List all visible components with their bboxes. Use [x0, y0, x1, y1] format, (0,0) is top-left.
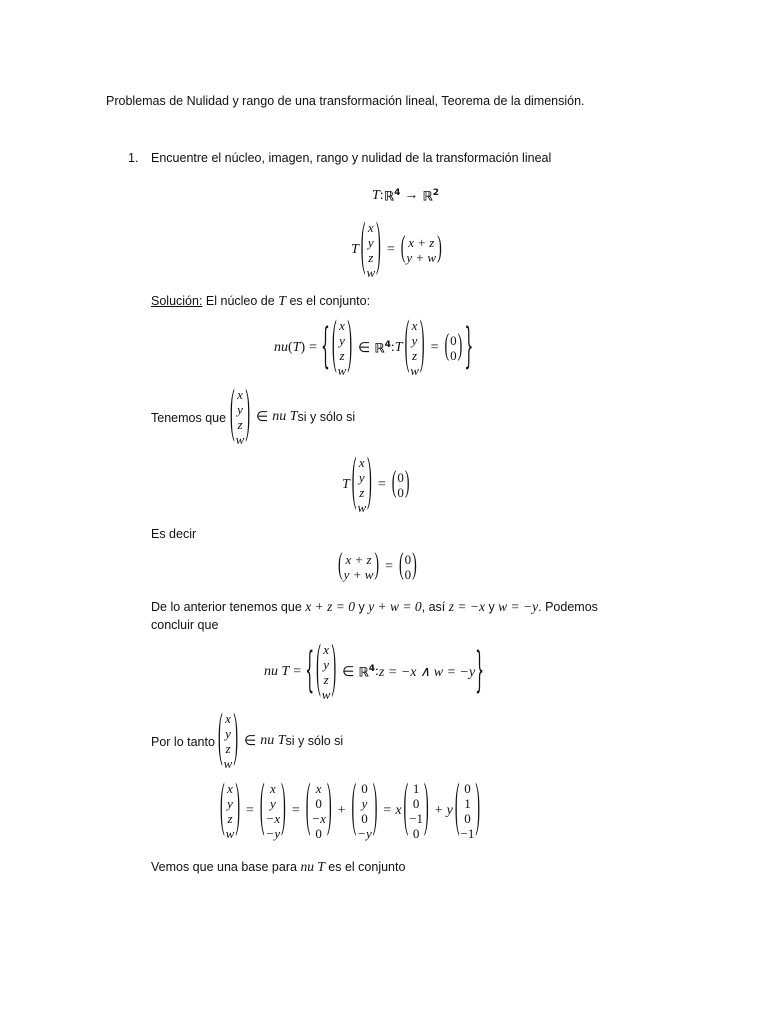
- mapping-equation: T : ℝ$^4$ → ℝ$^2$: [372, 188, 440, 205]
- problem-number: 1.: [128, 151, 139, 165]
- kernel-set: nu T = { ( x y z w ) ∈ ℝ$^4$ : z = −x ∧ w = −y }: [264, 638, 485, 702]
- concluir-que-label: concluir que: [151, 618, 219, 632]
- basis-statement: Vemos que una base para nu T es el conjunto: [151, 859, 406, 874]
- var-w: w: [366, 265, 376, 280]
- image-entry: y + w: [406, 250, 437, 265]
- var-x: x: [367, 220, 374, 235]
- derivation-line: De lo anterior tenemos que x + z = 0 y y + w = 0, así z = −x y w = −y. Podemos: [151, 599, 598, 614]
- problem-statement: Encuentre el núcleo, imagen, rango y nulidad de la transformación lineal: [151, 151, 552, 165]
- var-y: y: [367, 235, 374, 250]
- var-z: z: [368, 250, 374, 265]
- kernel-condition: T ( x y z w ) = ( 0 0 ): [342, 451, 410, 515]
- membership-statement: ( x y z w ) ∈ nu T si y sólo si: [230, 383, 356, 447]
- basis-entry: 1: [412, 781, 420, 796]
- basis-entry: 0: [464, 781, 471, 796]
- decomposition-equation: ( x y z w ) = ( x y −x −y ) = ( x 0 −x 0 ) + ( 0 y 0 −y ) = x ( 1 0 −1 0 ) + y ( 0 1 0 −1 ): [220, 777, 481, 841]
- kernel-definition: nu ( T ) = { ( x y z w ) ∈ ℝ$^4$ : T ( x y z w ) = ( 0 0 ) }: [274, 314, 474, 378]
- tenemos-que-label: Tenemos que: [151, 411, 227, 425]
- transformation-definition: T ( x y z w ) = ( x + z y + w ): [351, 216, 442, 280]
- component-equation: ( x + z y + w ) = ( 0 0 ): [338, 549, 417, 583]
- es-decir-label: Es decir: [151, 527, 197, 541]
- solution-line: Solución: El núcleo de T es el conjunto:: [151, 294, 371, 309]
- image-entry: x + z: [408, 235, 435, 250]
- membership-statement-2: ( x y z w ) ∈ nu T si y sólo si: [218, 707, 344, 771]
- solution-label: Solución:: [151, 294, 203, 308]
- page-title: Problemas de Nulidad y rango de una transformación lineal, Teorema de la dimensión.: [106, 94, 585, 108]
- por-lo-tanto-label: Por lo tanto: [151, 735, 215, 749]
